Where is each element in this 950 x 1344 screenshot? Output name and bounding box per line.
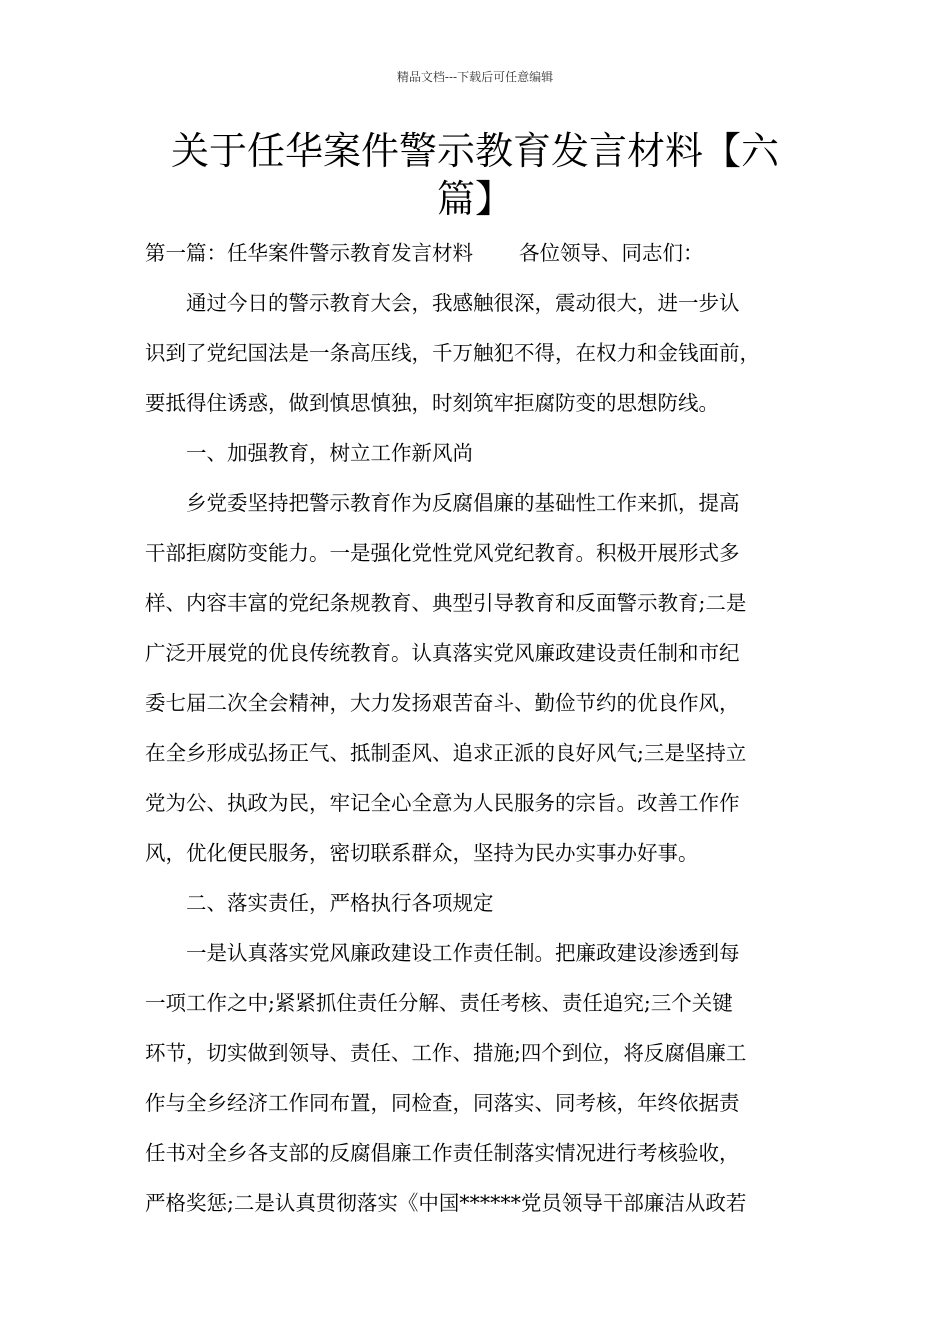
paragraph-line: 风，优化便民服务，密切联系群众，坚持为民办实事办好事。 xyxy=(145,841,699,865)
paragraph-line: 任书对全乡各支部的反腐倡廉工作责任制落实情况进行考核验收， xyxy=(145,1141,740,1165)
paragraph-line: 严格奖惩;二是认真贯彻落实《中国******党员领导干部廉洁从政若 xyxy=(145,1191,747,1215)
paragraph-line: 广泛开展党的优良传统教育。认真落实党风廉政建设责任制和市纪 xyxy=(145,641,740,665)
document-title xyxy=(0,127,950,223)
greeting: 各位领导、同志们： xyxy=(519,241,704,265)
paragraph-line: 在全乡形成弘扬正气、抵制歪风、追求正派的良好风气;三是坚持立 xyxy=(145,741,747,765)
paragraph-line: 委七届二次全会精神，大力发扬艰苦奋斗、勤俭节约的优良作风， xyxy=(145,691,740,715)
paragraph-line: 要抵得住诱惑，做到慎思慎独，时刻筑牢拒腐防变的思想防线。 xyxy=(145,391,719,415)
paragraph-line: 环节，切实做到领导、责任、工作、措施;四个到位，将反腐倡廉工 xyxy=(145,1041,747,1065)
title-line-2: 篇】 xyxy=(436,177,513,221)
paragraph-line: 样、内容丰富的党纪条规教育、典型引导教育和反面警示教育;二是 xyxy=(145,591,747,615)
paragraph-line: 干部拒腐防变能力。一是强化党性党风党纪教育。积极开展形式多 xyxy=(145,541,740,565)
title-line-1: 关于任华案件警示教育发言材料【六 xyxy=(170,129,779,173)
document-body xyxy=(145,228,845,1228)
paragraph-line: 一是认真落实党风廉政建设工作责任制。把廉政建设渗透到每 xyxy=(145,941,740,965)
paragraph-line: 乡党委坚持把警示教育作为反腐倡廉的基础性工作来抓，提高 xyxy=(145,491,740,515)
part-heading: 第一篇：任华案件警示教育发言材料 xyxy=(145,241,473,265)
page-header: 精品文档---下载后可任意编辑 xyxy=(396,70,554,84)
subtitle-line xyxy=(145,228,845,278)
paragraph-line: 党为公、执政为民，牢记全心全意为人民服务的宗旨。改善工作作 xyxy=(145,791,740,815)
section-heading-2: 二、落实责任，严格执行各项规定 xyxy=(145,891,494,915)
paragraph-line: 识到了党纪国法是一条高压线，千万触犯不得，在权力和金钱面前， xyxy=(145,341,760,365)
paragraph-line: 一项工作之中;紧紧抓住责任分解、责任考核、责任追究;三个关键 xyxy=(145,991,733,1015)
section-heading-1: 一、加强教育，树立工作新风尚 xyxy=(145,441,473,465)
paragraph-line: 通过今日的警示教育大会，我感触很深，震动很大，进一步认 xyxy=(145,291,740,315)
paragraph-line: 作与全乡经济工作同布置，同检查，同落实、同考核，年终依据责 xyxy=(145,1091,740,1115)
